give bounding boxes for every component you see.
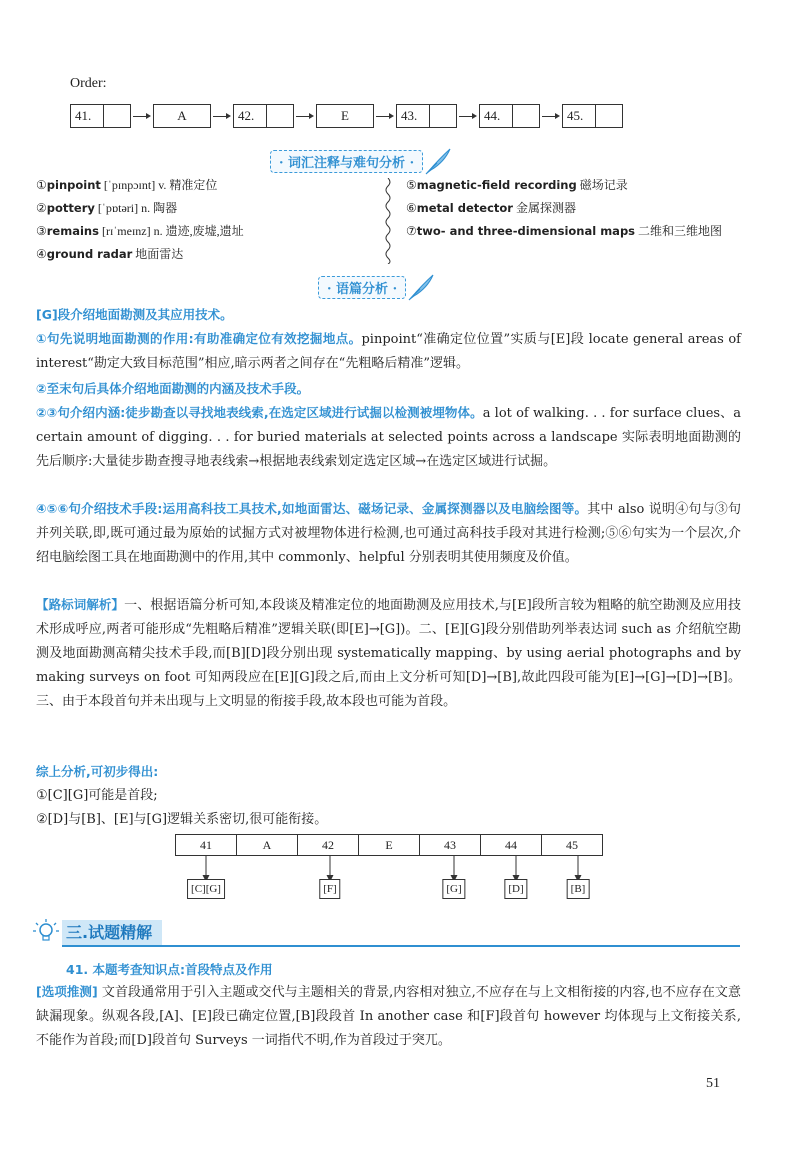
- analysis-p5-highlight: ④⑤⑥句介绍技术手段:运用高科技工具技术,如地面雷达、磁场记录、金属探测器以及电脑绘图等。: [36, 501, 588, 516]
- order-slot: [479, 104, 540, 128]
- analysis-p4: [36, 401, 741, 474]
- quill-icon: [406, 272, 436, 302]
- arrow-icon: [294, 105, 316, 127]
- vocab-word: ground radar: [46, 247, 133, 261]
- order-slot-blank: [267, 105, 293, 127]
- page-number: 51: [706, 1076, 720, 1091]
- vocab-index: ③: [36, 224, 47, 238]
- analysis-heading: [36, 303, 741, 328]
- order-label: Order:: [70, 76, 107, 91]
- question-explanation: [36, 980, 741, 1053]
- vocab-item: [406, 174, 746, 197]
- order-slot-number: 43.: [397, 105, 430, 127]
- sequence-cell: 42: [298, 835, 359, 856]
- analysis-p6-text: 一、根据语篇分析可知,本段谈及精准定位的地面勘测及应用技术,与[E]段所言较为粗略的航空勘测及应用技术形成呼应,两者可能形成“先粗略后精准”逻辑关联(即[E]→[G])。二、[E][G]段分别借助列举表达词 such as 介绍航空勘测及地面勘测高精尖技术手段,而[B][D]段分别出现 systematically mapping、by using aerial photographs and by making surveys on foot 可知两段应在[E][G]段之后,而由上文分析可知[D]→[B],故此四段可能为[E]→[G]→[D]→[B]。三、由于本段首句并未出现与上文明显的衔接手段,故本段也可能为首段。: [36, 598, 741, 709]
- vocab-word: metal detector: [416, 201, 513, 215]
- vocab-word: remains: [46, 224, 99, 238]
- vocab-definition: 地面雷达: [132, 247, 184, 261]
- summary-line-1: ①[C][G]可能是首段;: [36, 788, 158, 803]
- analysis-p1: [G]段介绍地面勘测及其应用技术。: [36, 307, 233, 322]
- question-title: 41. 本题考查知识点:首段特点及作用: [66, 962, 273, 977]
- vocab-index: ⑤: [406, 178, 417, 192]
- sequence-cell: 41: [176, 835, 237, 856]
- order-slot-blank: [430, 105, 456, 127]
- vocab-section-title: · 词汇注释与难句分析 ·: [270, 150, 423, 173]
- vocab-index: ⑦: [406, 224, 417, 238]
- sequence-cell: A: [237, 835, 298, 856]
- vocab-word: pottery: [46, 201, 95, 215]
- order-slot-number: 41.: [71, 105, 104, 127]
- vocab-item: [36, 174, 376, 197]
- analysis-p4-highlight: ②③句介绍内涵:徒步勘查以寻找地表线索,在选定区域进行试掘以检测被埋物体。: [36, 405, 483, 420]
- analysis-p3-highlight: ②至末句后具体介绍地面勘测的内涵及技术手段。: [36, 381, 310, 396]
- analysis-p5: [36, 497, 741, 570]
- order-slot-number: 45.: [563, 105, 596, 127]
- summary-title: 综上分析,可初步得出:: [36, 764, 159, 779]
- arrow-icon: [540, 105, 562, 127]
- order-slot-number: 44.: [480, 105, 513, 127]
- vocab-item: [36, 220, 376, 243]
- analysis-p2-text: pinpoint“准确定位位置”实质与[E]段 locate general areas of interest“勘定大致目标范围”相应,暗示两者之间存在“先粗略后精准”逻辑。: [36, 332, 741, 371]
- order-slot-blank: [104, 105, 130, 127]
- vocab-list-right: [406, 174, 746, 243]
- order-slot: [233, 104, 294, 128]
- vocab-definition: 二维和三维地图: [635, 224, 723, 238]
- sequence-candidate: [F]: [319, 879, 340, 899]
- vocab-definition: [ˈpɒtəri] n. 陶器: [94, 201, 178, 215]
- vocab-index: ②: [36, 201, 47, 215]
- option-guess-text: 文首段通常用于引入主题或交代与主题相关的背景,内容相对独立,不应存在与上文相衔接的内容,也不应存在文意缺漏现象。纵观各段,[A]、[E]段已确定位置,[B]段段首 In another case 和[F]段首句 however 均体现与上文衔接关系,不能作为首段;而[D]段首句 Surveys 一词指代不明,作为首段过于突兀。: [36, 985, 741, 1048]
- sequence-arrows: [175, 854, 615, 908]
- section3-title: 三.试题精解: [62, 920, 162, 946]
- order-slot: [70, 104, 131, 128]
- signpost-tag: 【路标词解析】: [36, 597, 125, 612]
- sequence-cell: 43: [420, 835, 481, 856]
- summary-line-2: ②[D]与[B]、[E]与[G]逻辑关系密切,很可能衔接。: [36, 812, 328, 827]
- sequence-candidate: [G]: [442, 879, 465, 899]
- sequence-candidate: [B]: [567, 879, 590, 899]
- analysis-p4-text: a lot of walking. . . for surface clues、a certain amount of digging. . . for buried materials at selected points across a landscape 实际表明地面勘测的先后顺序:大量徒步勘查搜寻地表线索→根据地表线索划定选定区域→在选定区域进行试掘。: [36, 406, 741, 469]
- section3-rule: [62, 945, 740, 947]
- vocab-index: ⑥: [406, 201, 417, 215]
- analysis-p2-highlight: ①句先说明地面勘测的作用:有助准确定位有效挖掘地点。: [36, 331, 362, 346]
- arrow-icon: [211, 105, 233, 127]
- sequence-candidate: [D]: [504, 879, 527, 899]
- order-slot-number: 42.: [234, 105, 267, 127]
- analysis-p3: [36, 377, 741, 402]
- section3-header: [30, 918, 740, 946]
- vocab-item: [36, 197, 376, 220]
- analysis-section-title: · 语篇分析 ·: [318, 276, 406, 299]
- arrow-icon: [457, 105, 479, 127]
- vocab-item: [36, 243, 376, 266]
- vocab-section-header: [270, 146, 453, 176]
- vocab-definition: [rɪˈmeɪnz] n. 遗迹,废墟,遗址: [98, 224, 244, 238]
- order-fixed-letter: E: [316, 104, 374, 128]
- order-slot-blank: [596, 105, 622, 127]
- vocab-index: ④: [36, 247, 47, 261]
- analysis-section-header: [318, 272, 436, 302]
- option-guess-tag: [选项推测]: [36, 984, 98, 999]
- order-slot: [396, 104, 457, 128]
- sequence-cell: E: [359, 835, 420, 856]
- vocab-item: [406, 220, 746, 243]
- sequence-table: [175, 834, 603, 856]
- wavy-divider: [384, 178, 392, 264]
- arrow-icon: [374, 105, 396, 127]
- vocab-definition: 磁场记录: [576, 178, 628, 192]
- vocab-list-left: [36, 174, 376, 266]
- analysis-p2: [36, 327, 741, 376]
- vocab-word: magnetic-field recording: [416, 178, 577, 192]
- sequence-candidate: [C][G]: [187, 879, 225, 899]
- arrow-icon: [131, 105, 153, 127]
- vocab-definition: [ˈpɪnpɔɪnt] v. 精准定位: [100, 178, 218, 192]
- vocab-word: two- and three-dimensional maps: [416, 224, 636, 238]
- quill-icon: [423, 146, 453, 176]
- order-slot: [562, 104, 623, 128]
- analysis-p5-text: 其中 also 说明④句与③句并列关联,即,既可通过最为原始的试掘方式对被埋物体进行检测,也可通过高科技手段对其进行检测;⑤⑥句实为一个层次,介绍电脑绘图工具在地面勘测中的作用,其中 commonly、helpful 分别表明其使用频度及价值。: [36, 502, 742, 565]
- sequence-diagram: [175, 834, 615, 904]
- vocab-index: ①: [36, 178, 47, 192]
- lightbulb-icon: [32, 918, 60, 946]
- order-fixed-letter: A: [153, 104, 211, 128]
- order-sequence: [70, 104, 623, 128]
- vocab-definition: 金属探测器: [512, 201, 576, 215]
- vocab-item: [406, 197, 746, 220]
- sequence-cell: 44: [481, 835, 542, 856]
- vocab-word: pinpoint: [46, 178, 101, 192]
- order-slot-blank: [513, 105, 539, 127]
- analysis-p6: [36, 593, 741, 714]
- sequence-cell: 45: [542, 835, 603, 856]
